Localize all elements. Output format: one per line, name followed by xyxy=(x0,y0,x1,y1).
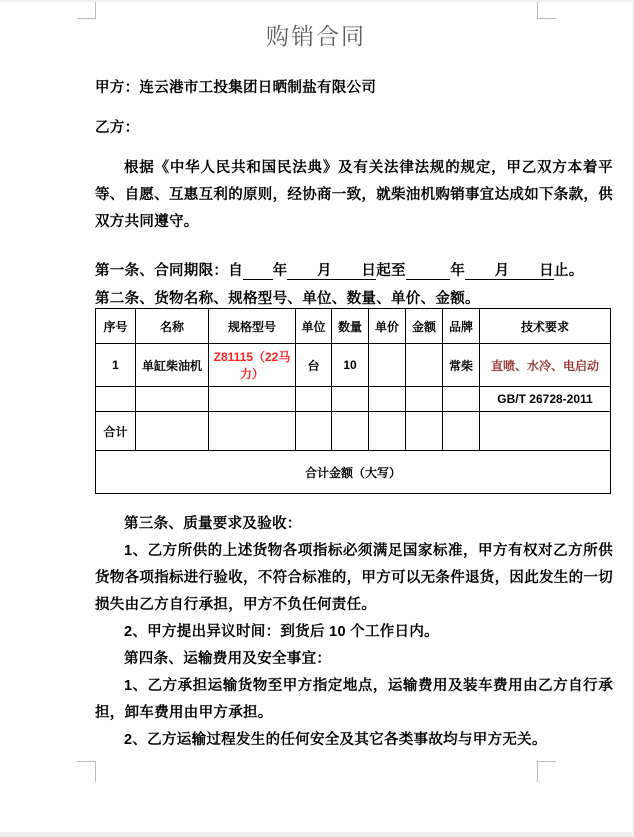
cell-empty xyxy=(332,412,369,451)
header-brand: 品牌 xyxy=(443,309,480,344)
cell-empty xyxy=(406,387,443,412)
cell-empty xyxy=(136,412,209,451)
party-b-line: 乙方： xyxy=(95,120,140,136)
cell-empty xyxy=(406,412,443,451)
document-title: 购销合同 xyxy=(266,24,366,49)
cell-seq-no: 1 xyxy=(96,344,136,387)
cell-empty xyxy=(209,412,296,451)
fill-blank: 月 日 xyxy=(465,263,554,279)
cell-brand: 常柴 xyxy=(443,344,480,387)
goods-row-1 xyxy=(96,344,611,387)
clause-3-item-2: 2、甲方提出异议时间：到货后 10 个工作日内。 xyxy=(124,624,439,640)
header-seq-no: 序号 xyxy=(96,309,136,344)
clause-1-text: 起至 xyxy=(376,263,406,279)
clause-4-item-2: 2、乙方运输过程发生的任何安全及其它各类事故均与甲方无关。 xyxy=(124,732,547,748)
clause-1-text: 年 xyxy=(450,263,466,279)
cell-amount xyxy=(406,344,443,387)
goods-total-row xyxy=(96,412,611,451)
clause-1-text: 止。 xyxy=(553,263,584,279)
text-boundary-mark-bottom-right xyxy=(537,761,556,782)
cell-empty xyxy=(296,387,332,412)
clause-1-label: 第一条、合同期限： xyxy=(95,263,229,279)
cell-quantity: 10 xyxy=(332,344,369,387)
cell-spec-model: Z81115（22马力） xyxy=(209,344,296,387)
fill-blank xyxy=(406,263,450,280)
cell-empty xyxy=(96,387,136,412)
goods-row-2 xyxy=(96,387,611,412)
header-name: 名称 xyxy=(136,309,209,344)
cell-empty xyxy=(443,387,480,412)
cell-empty xyxy=(443,412,480,451)
cell-standard-number: GB/T 26728-2011 xyxy=(480,387,611,412)
header-unit-price: 单价 xyxy=(369,309,406,344)
clause-3-item-1: 1、乙方所供的上述货物各项指标必须满足国家标准，甲方有权对乙方所供货物各项指标进行验收，不符合标准的，甲方可以无条件退货，因此发生的一切损失由乙方自行承担，甲方不负任何责任。 xyxy=(95,543,613,613)
header-unit: 单位 xyxy=(296,309,332,344)
header-tech-requirements: 技术要求 xyxy=(480,309,611,344)
cell-empty xyxy=(369,387,406,412)
header-spec-model: 规格型号 xyxy=(209,309,296,344)
cell-name: 单缸柴油机 xyxy=(136,344,209,387)
header-quantity: 数量 xyxy=(332,309,369,344)
fill-blank: 月 日 xyxy=(287,263,377,279)
goods-grand-total-row xyxy=(96,451,611,494)
preamble-paragraph: 根据《中华人民共和国民法典》及有关法律法规的规定，甲乙双方本着平等、自愿、互惠互利的原则，经协商一致，就柴油机购销事宜达成如下条款，供双方共同遵守。 xyxy=(95,160,613,230)
cell-empty xyxy=(136,387,209,412)
cell-empty xyxy=(369,412,406,451)
fill-blank xyxy=(243,263,273,280)
clause-4-item-1: 1、乙方承担运输货物至甲方指定地点，运输费用及装车费用由乙方自行承担，卸车费用由甲方承担。 xyxy=(95,678,613,721)
cell-unit: 台 xyxy=(296,344,332,387)
text-boundary-mark-top-right xyxy=(537,2,556,19)
header-amount: 金额 xyxy=(406,309,443,344)
cell-empty xyxy=(332,387,369,412)
text-boundary-mark-top-left xyxy=(77,2,96,19)
cell-empty xyxy=(480,412,611,451)
cell-empty xyxy=(209,387,296,412)
clause-2-goods-intro: 第二条、货物名称、规格型号、单位、数量、单价、金额。 xyxy=(95,291,480,307)
goods-table xyxy=(95,308,611,494)
cell-total-label: 合计 xyxy=(96,412,136,451)
clause-1-contract-term xyxy=(95,259,584,280)
clause-1-text: 年 xyxy=(272,263,288,279)
clause-1-text: 自 xyxy=(228,263,244,279)
cell-empty xyxy=(296,412,332,451)
party-a-line: 甲方：连云港市工投集团日晒制盐有限公司 xyxy=(95,80,377,96)
text-boundary-mark-bottom-left xyxy=(77,761,96,782)
clause-4-heading: 第四条、运输费用及安全事宜： xyxy=(124,651,332,667)
cell-tech-requirements: 直喷、水冷、电启动 xyxy=(480,344,611,387)
goods-table-header-row xyxy=(96,309,611,344)
cell-unit-price xyxy=(369,344,406,387)
cell-grand-total-in-words: 合计金额（大写） xyxy=(96,451,611,494)
clause-3-heading: 第三条、质量要求及验收： xyxy=(124,516,302,532)
contract-clauses xyxy=(95,511,613,754)
